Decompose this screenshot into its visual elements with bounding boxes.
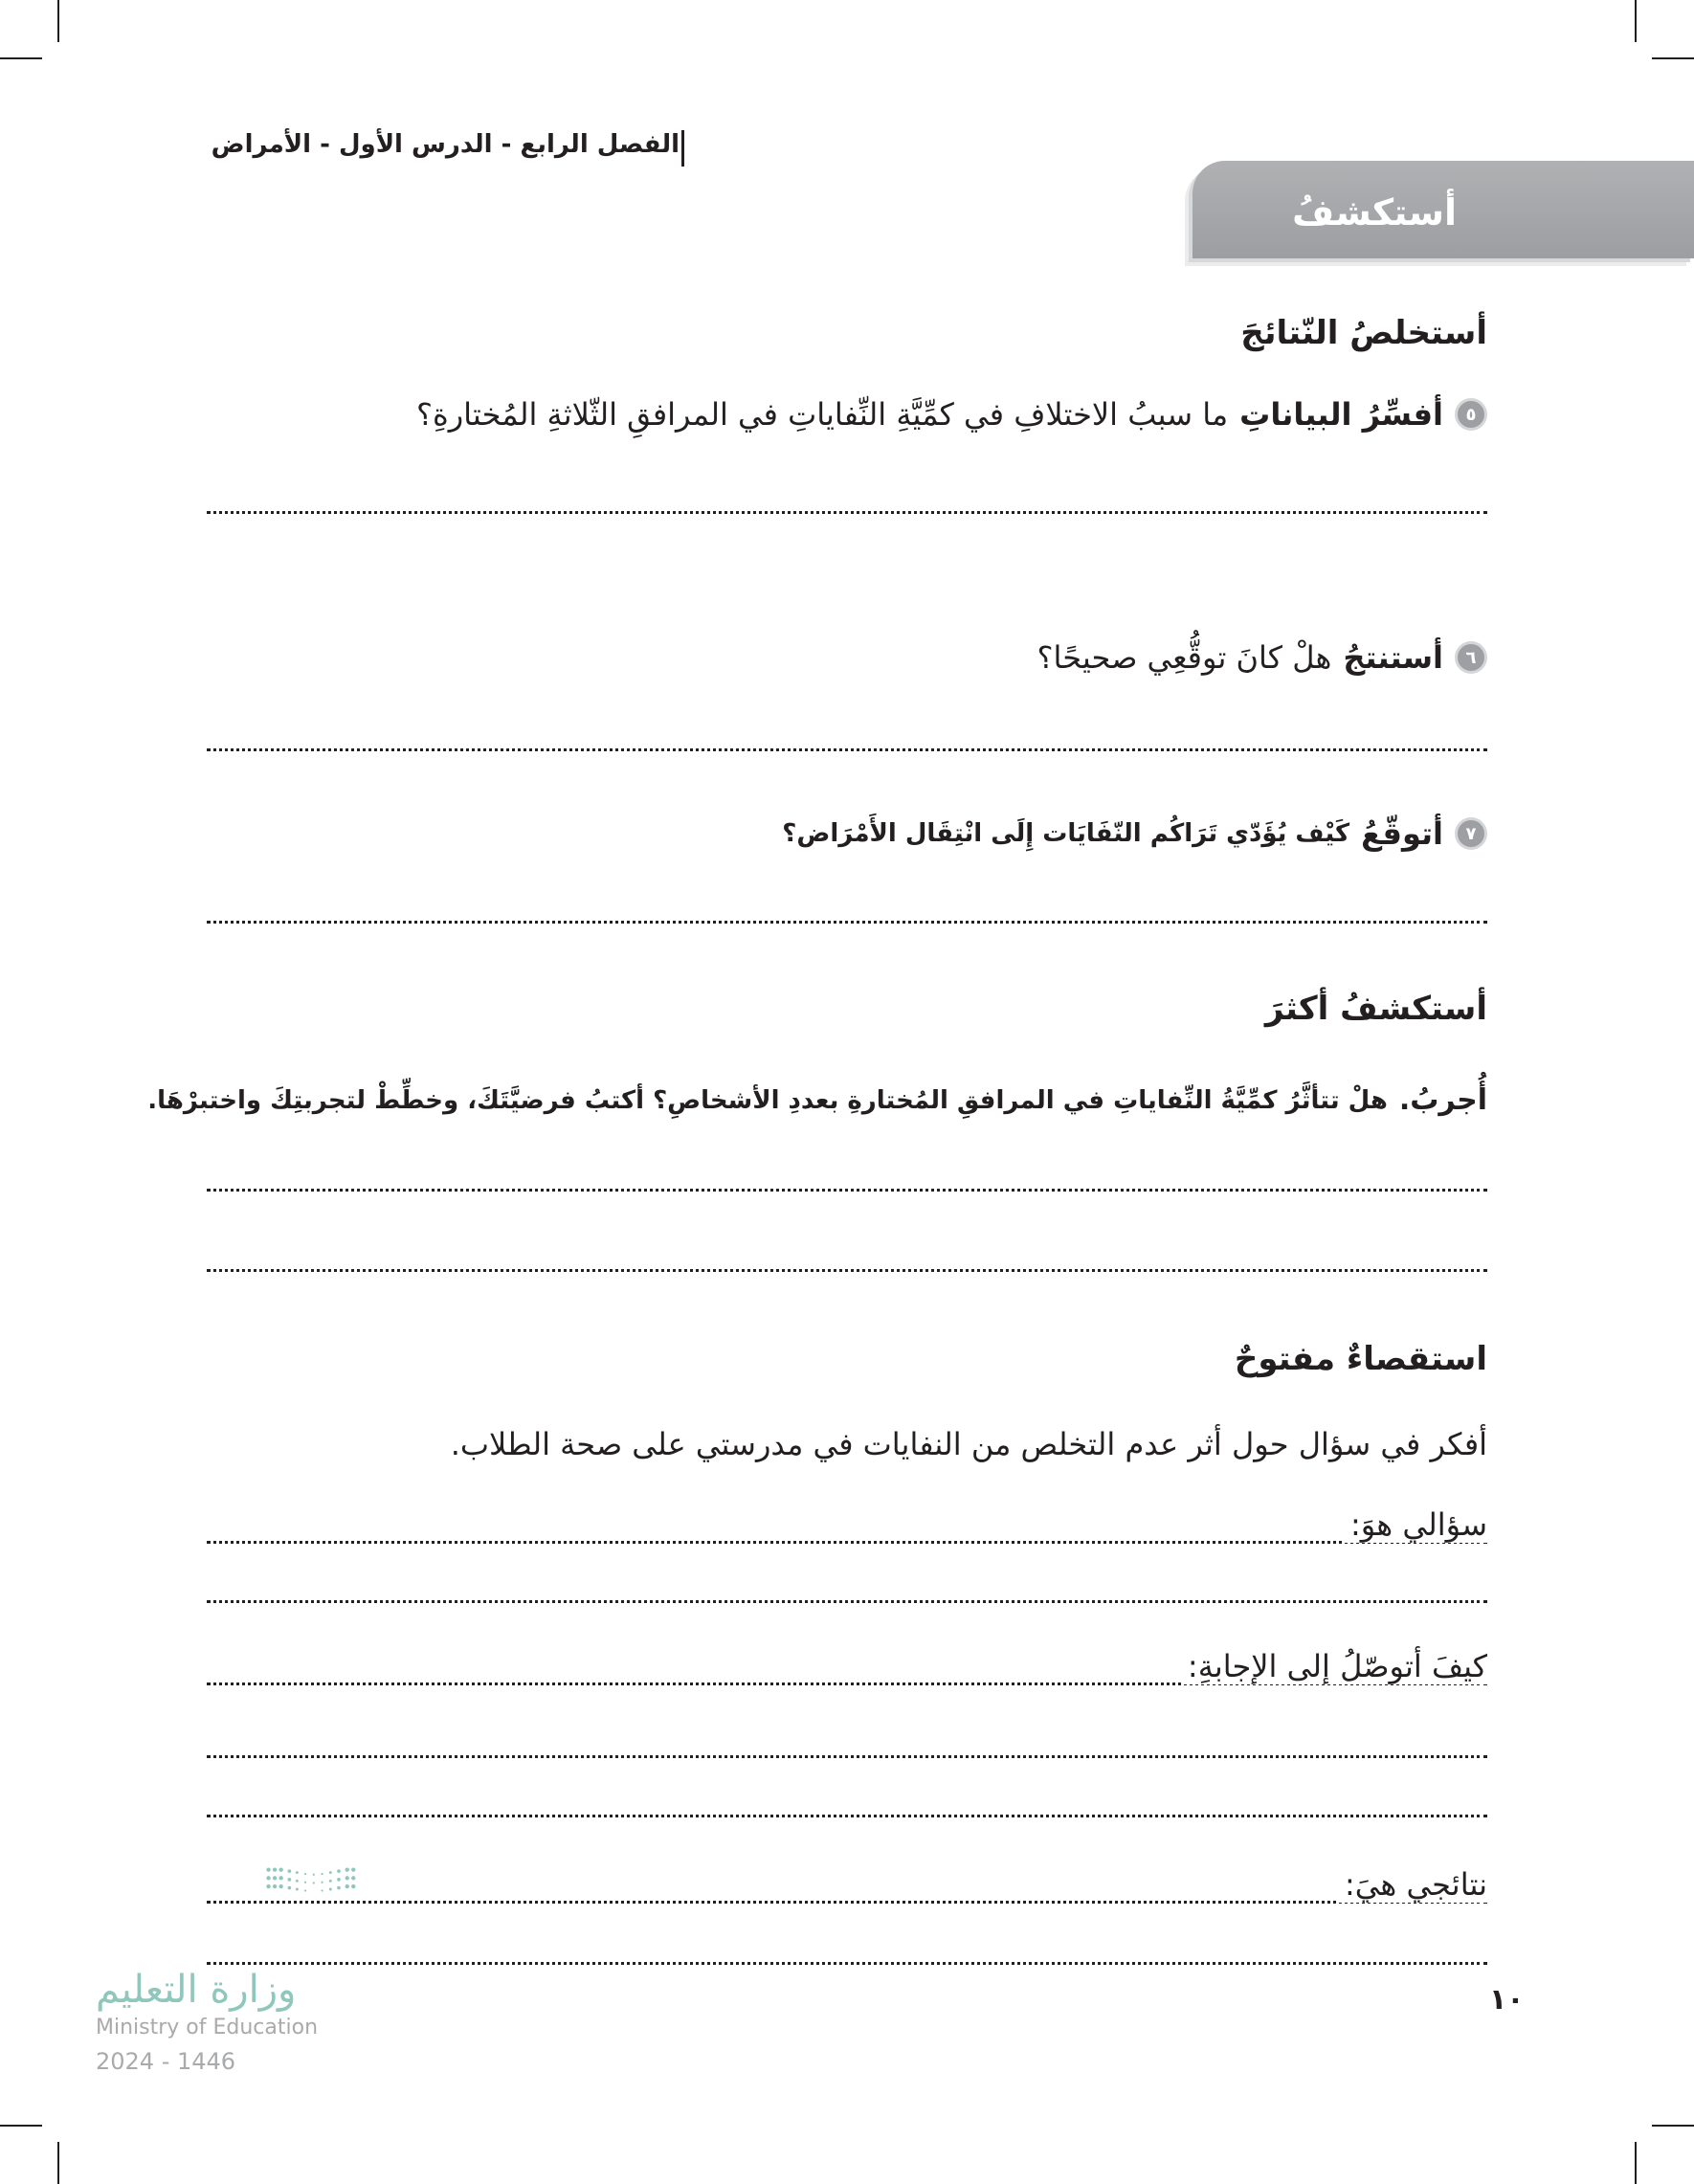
results-label: نتائجي هيَ: [1339, 1866, 1487, 1903]
crop-mark [57, 2142, 59, 2184]
crop-mark [1652, 57, 1694, 59]
crop-mark [1635, 0, 1637, 42]
explore-more-prompt [147, 1083, 1487, 1117]
question-number-badge: ٧ [1455, 817, 1487, 850]
crop-mark [1635, 2142, 1637, 2184]
section-tab-label: أستكشفُ [1292, 191, 1457, 234]
question-text: ما سببُ الاختلافِ في كمِّيَّةِ النِّفاياتِ في المرافقِ الثّلاثةِ المُختارةِ؟ [415, 396, 1229, 433]
explore-more-heading: أستكشفُ أكثرَ [1264, 990, 1487, 1028]
page-number: ١٠ [1489, 1983, 1525, 2017]
question-number-badge: ٥ [1455, 398, 1487, 431]
question-number-badge: ٦ [1455, 641, 1487, 674]
header-divider [681, 130, 684, 167]
answer-line[interactable] [207, 1600, 1487, 1603]
open-inquiry-heading: استقصاءٌ مفتوحٌ [1234, 1340, 1487, 1378]
crop-mark [57, 0, 59, 42]
answer-line[interactable] [207, 1815, 1487, 1817]
answer-line[interactable] [207, 1541, 1487, 1544]
answer-line[interactable] [207, 1189, 1487, 1192]
answer-line[interactable] [207, 748, 1487, 751]
prompt-text: هلْ تتأثَّرُ كمِّيَّةُ النِّفاياتِ في المرافقِ المُختارةِ بعددِ الأشخاصِ؟ أكتبُ فرضيَّتَكَ، وخطِّطْ لتجربتِكَ واختبرْهَا. [147, 1085, 1388, 1115]
question-5 [416, 396, 1487, 433]
answer-line[interactable] [207, 1755, 1487, 1758]
question-keyword: أتوقّعُ [1361, 815, 1443, 852]
question-7 [782, 815, 1487, 852]
question-text: كَيْف يُؤَدّي تَرَاكُم النّفَايَات إِلَى انْتِقَال الأَمْرَاض؟ [782, 819, 1350, 848]
answer-line[interactable] [207, 511, 1487, 514]
breadcrumb: الفصل الرابع - الدرس الأول - الأمراض [211, 130, 680, 159]
my-question-label: سؤالي هوَ: [1345, 1506, 1487, 1543]
inquiry-intro: أفكر في سؤال حول أثر عدم التخلص من النفايات في مدرستي على صحة الطلاب. [450, 1426, 1487, 1462]
ministry-logo-english: Ministry of Education [96, 2016, 319, 2039]
answer-line[interactable] [207, 1269, 1487, 1272]
how-label: كيفَ أتوصّلُ إلى الإجابةِ: [1182, 1648, 1487, 1684]
crop-mark [0, 2125, 42, 2127]
conclusions-heading: أستخلصُ النّتائجَ [1240, 314, 1487, 352]
question-keyword: أفسِّرُ البياناتِ [1239, 396, 1443, 433]
question-6 [1036, 639, 1487, 676]
crop-mark [0, 57, 42, 59]
question-text: هلْ كانَ توقُّعِي صحيحًا؟ [1036, 639, 1332, 676]
ministry-logo-dots [207, 1866, 456, 1943]
ministry-logo-arabic: وزارة التعليم [96, 1968, 297, 2012]
answer-line[interactable] [207, 1962, 1487, 1965]
ministry-logo-year: 2024 - 1446 [96, 2048, 236, 2075]
crop-mark [1652, 2125, 1694, 2127]
answer-line[interactable] [207, 921, 1487, 924]
prompt-keyword: أُجربُ. [1398, 1083, 1487, 1117]
question-keyword: أستنتجُ [1343, 639, 1443, 676]
